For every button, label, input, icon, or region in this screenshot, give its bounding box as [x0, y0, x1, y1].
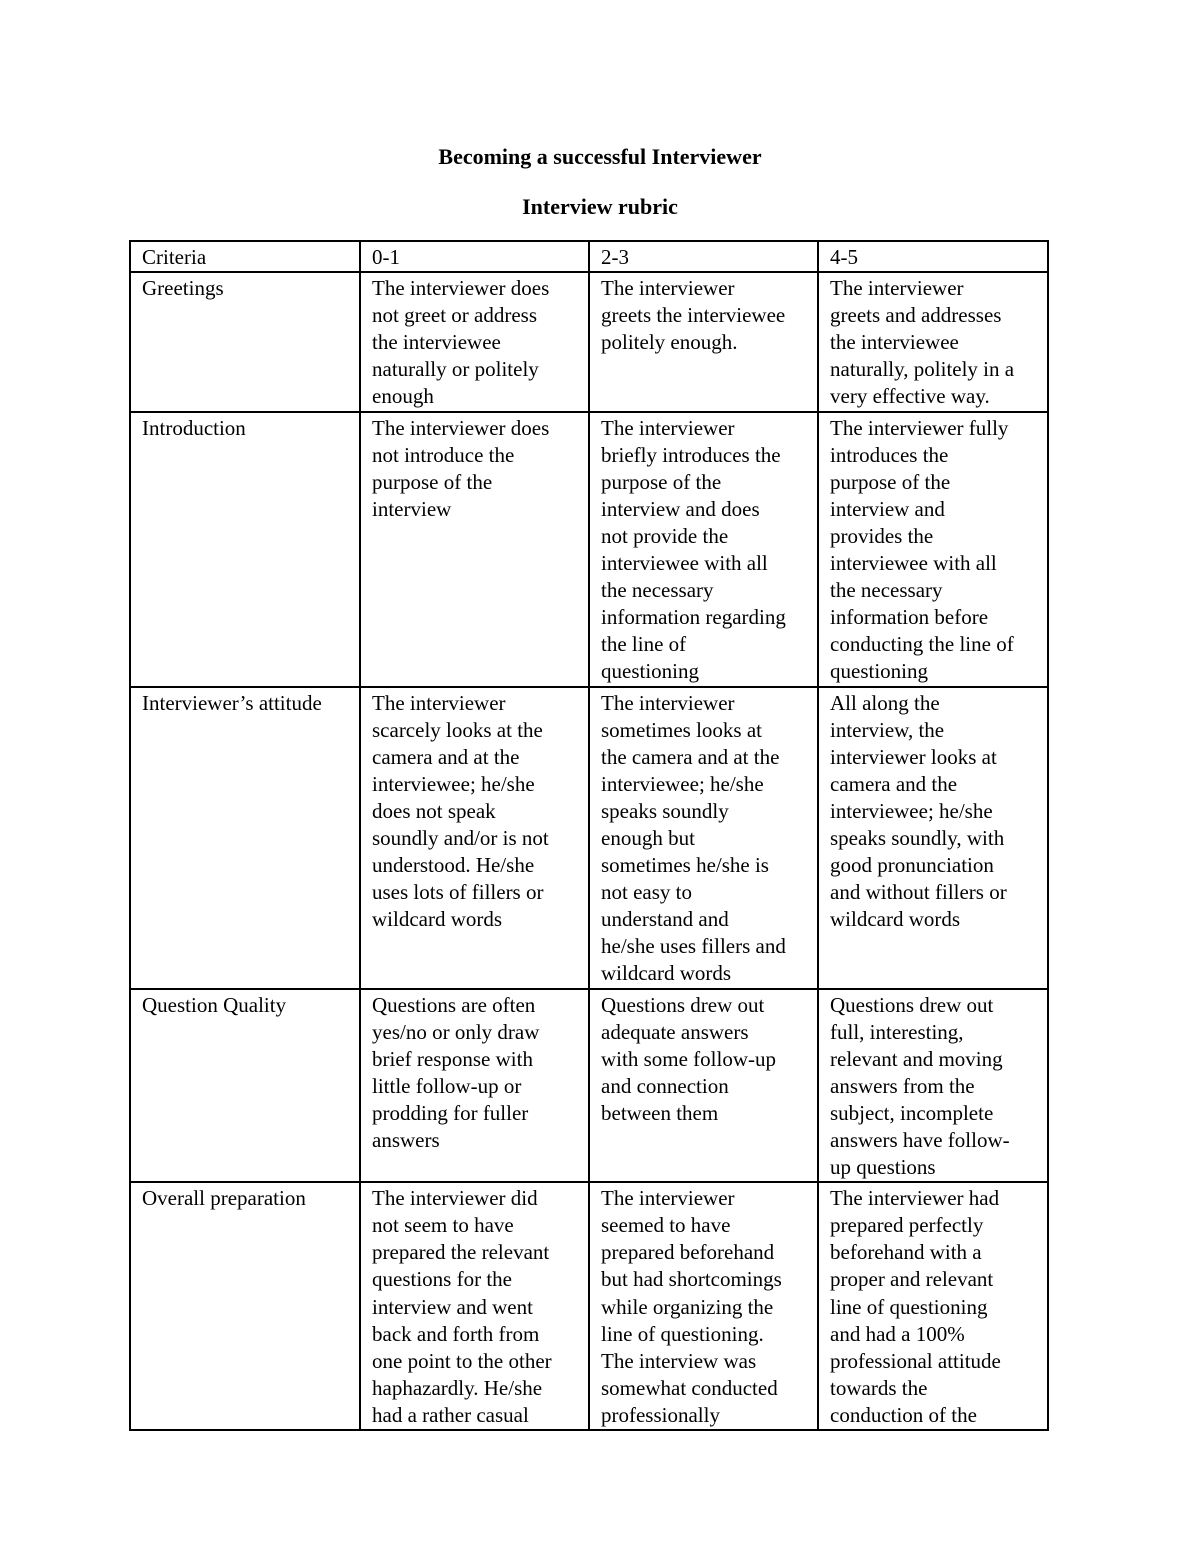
table-row-greetings: [130, 272, 1048, 411]
table-row-introduction: [130, 412, 1048, 687]
criterion-cell: Introduction: [130, 412, 360, 687]
score-cell-0-1: The interviewer does not greet or address the interviewee naturally or politely enough: [360, 272, 589, 411]
document-title: Becoming a successful Interviewer: [438, 144, 762, 169]
criterion-cell: Question Quality: [130, 989, 360, 1183]
score-cell-4-5: All along the interview, the interviewer looks at camera and the interviewee; he/she speaks soundly, with good pronunciation and without fillers or wildcard words: [818, 687, 1048, 989]
table-row-attitude: [130, 687, 1048, 989]
score-cell-4-5: Questions drew out full, interesting, relevant and moving answers from the subject, incomplete answers have follow- up questions: [818, 989, 1048, 1183]
header-criteria: Criteria: [130, 241, 360, 272]
score-cell-0-1: Questions are often yes/no or only draw brief response with little follow-up or prodding for fuller answers: [360, 989, 589, 1183]
table-row-question-quality: [130, 989, 1048, 1183]
score-cell-0-1: The interviewer did not seem to have prepared the relevant questions for the interview and went back and forth from one point to the other haphazardly. He/she had a rather casual: [360, 1182, 589, 1430]
rubric-table: [129, 240, 1049, 1431]
score-cell-4-5: The interviewer greets and addresses the interviewee naturally, politely in a very effective way.: [818, 272, 1048, 411]
header-score-2-3: 2-3: [589, 241, 818, 272]
criterion-cell: Interviewer’s attitude: [130, 687, 360, 989]
header-score-4-5: 4-5: [818, 241, 1048, 272]
criterion-cell: Overall preparation: [130, 1182, 360, 1430]
score-cell-2-3: The interviewer briefly introduces the purpose of the interview and does not provide the interviewee with all the necessary information regarding the line of questioning: [589, 412, 818, 687]
score-cell-0-1: The interviewer scarcely looks at the camera and at the interviewee; he/she does not speak soundly and/or is not understood. He/she uses lots of fillers or wildcard words: [360, 687, 589, 989]
criterion-cell: Greetings: [130, 272, 360, 411]
score-cell-2-3: Questions drew out adequate answers with some follow-up and connection between them: [589, 989, 818, 1183]
score-cell-4-5: The interviewer had prepared perfectly beforehand with a proper and relevant line of questioning and had a 100% professional attitude towards the conduction of the: [818, 1182, 1048, 1430]
table-row-overall-preparation: [130, 1182, 1048, 1430]
score-cell-0-1: The interviewer does not introduce the purpose of the interview: [360, 412, 589, 687]
score-cell-2-3: The interviewer greets the interviewee politely enough.: [589, 272, 818, 411]
table-header-row: [130, 241, 1048, 272]
header-score-0-1: 0-1: [360, 241, 589, 272]
score-cell-2-3: The interviewer sometimes looks at the camera and at the interviewee; he/she speaks soundly enough but sometimes he/she is not easy to understand and he/she uses fillers and wildcard words: [589, 687, 818, 989]
score-cell-2-3: The interviewer seemed to have prepared beforehand but had shortcomings while organizing the line of questioning. The interview was somewhat conducted professionally: [589, 1182, 818, 1430]
document-subtitle: Interview rubric: [522, 194, 678, 219]
score-cell-4-5: The interviewer fully introduces the purpose of the interview and provides the interviewee with all the necessary information before conducting the line of questioning: [818, 412, 1048, 687]
